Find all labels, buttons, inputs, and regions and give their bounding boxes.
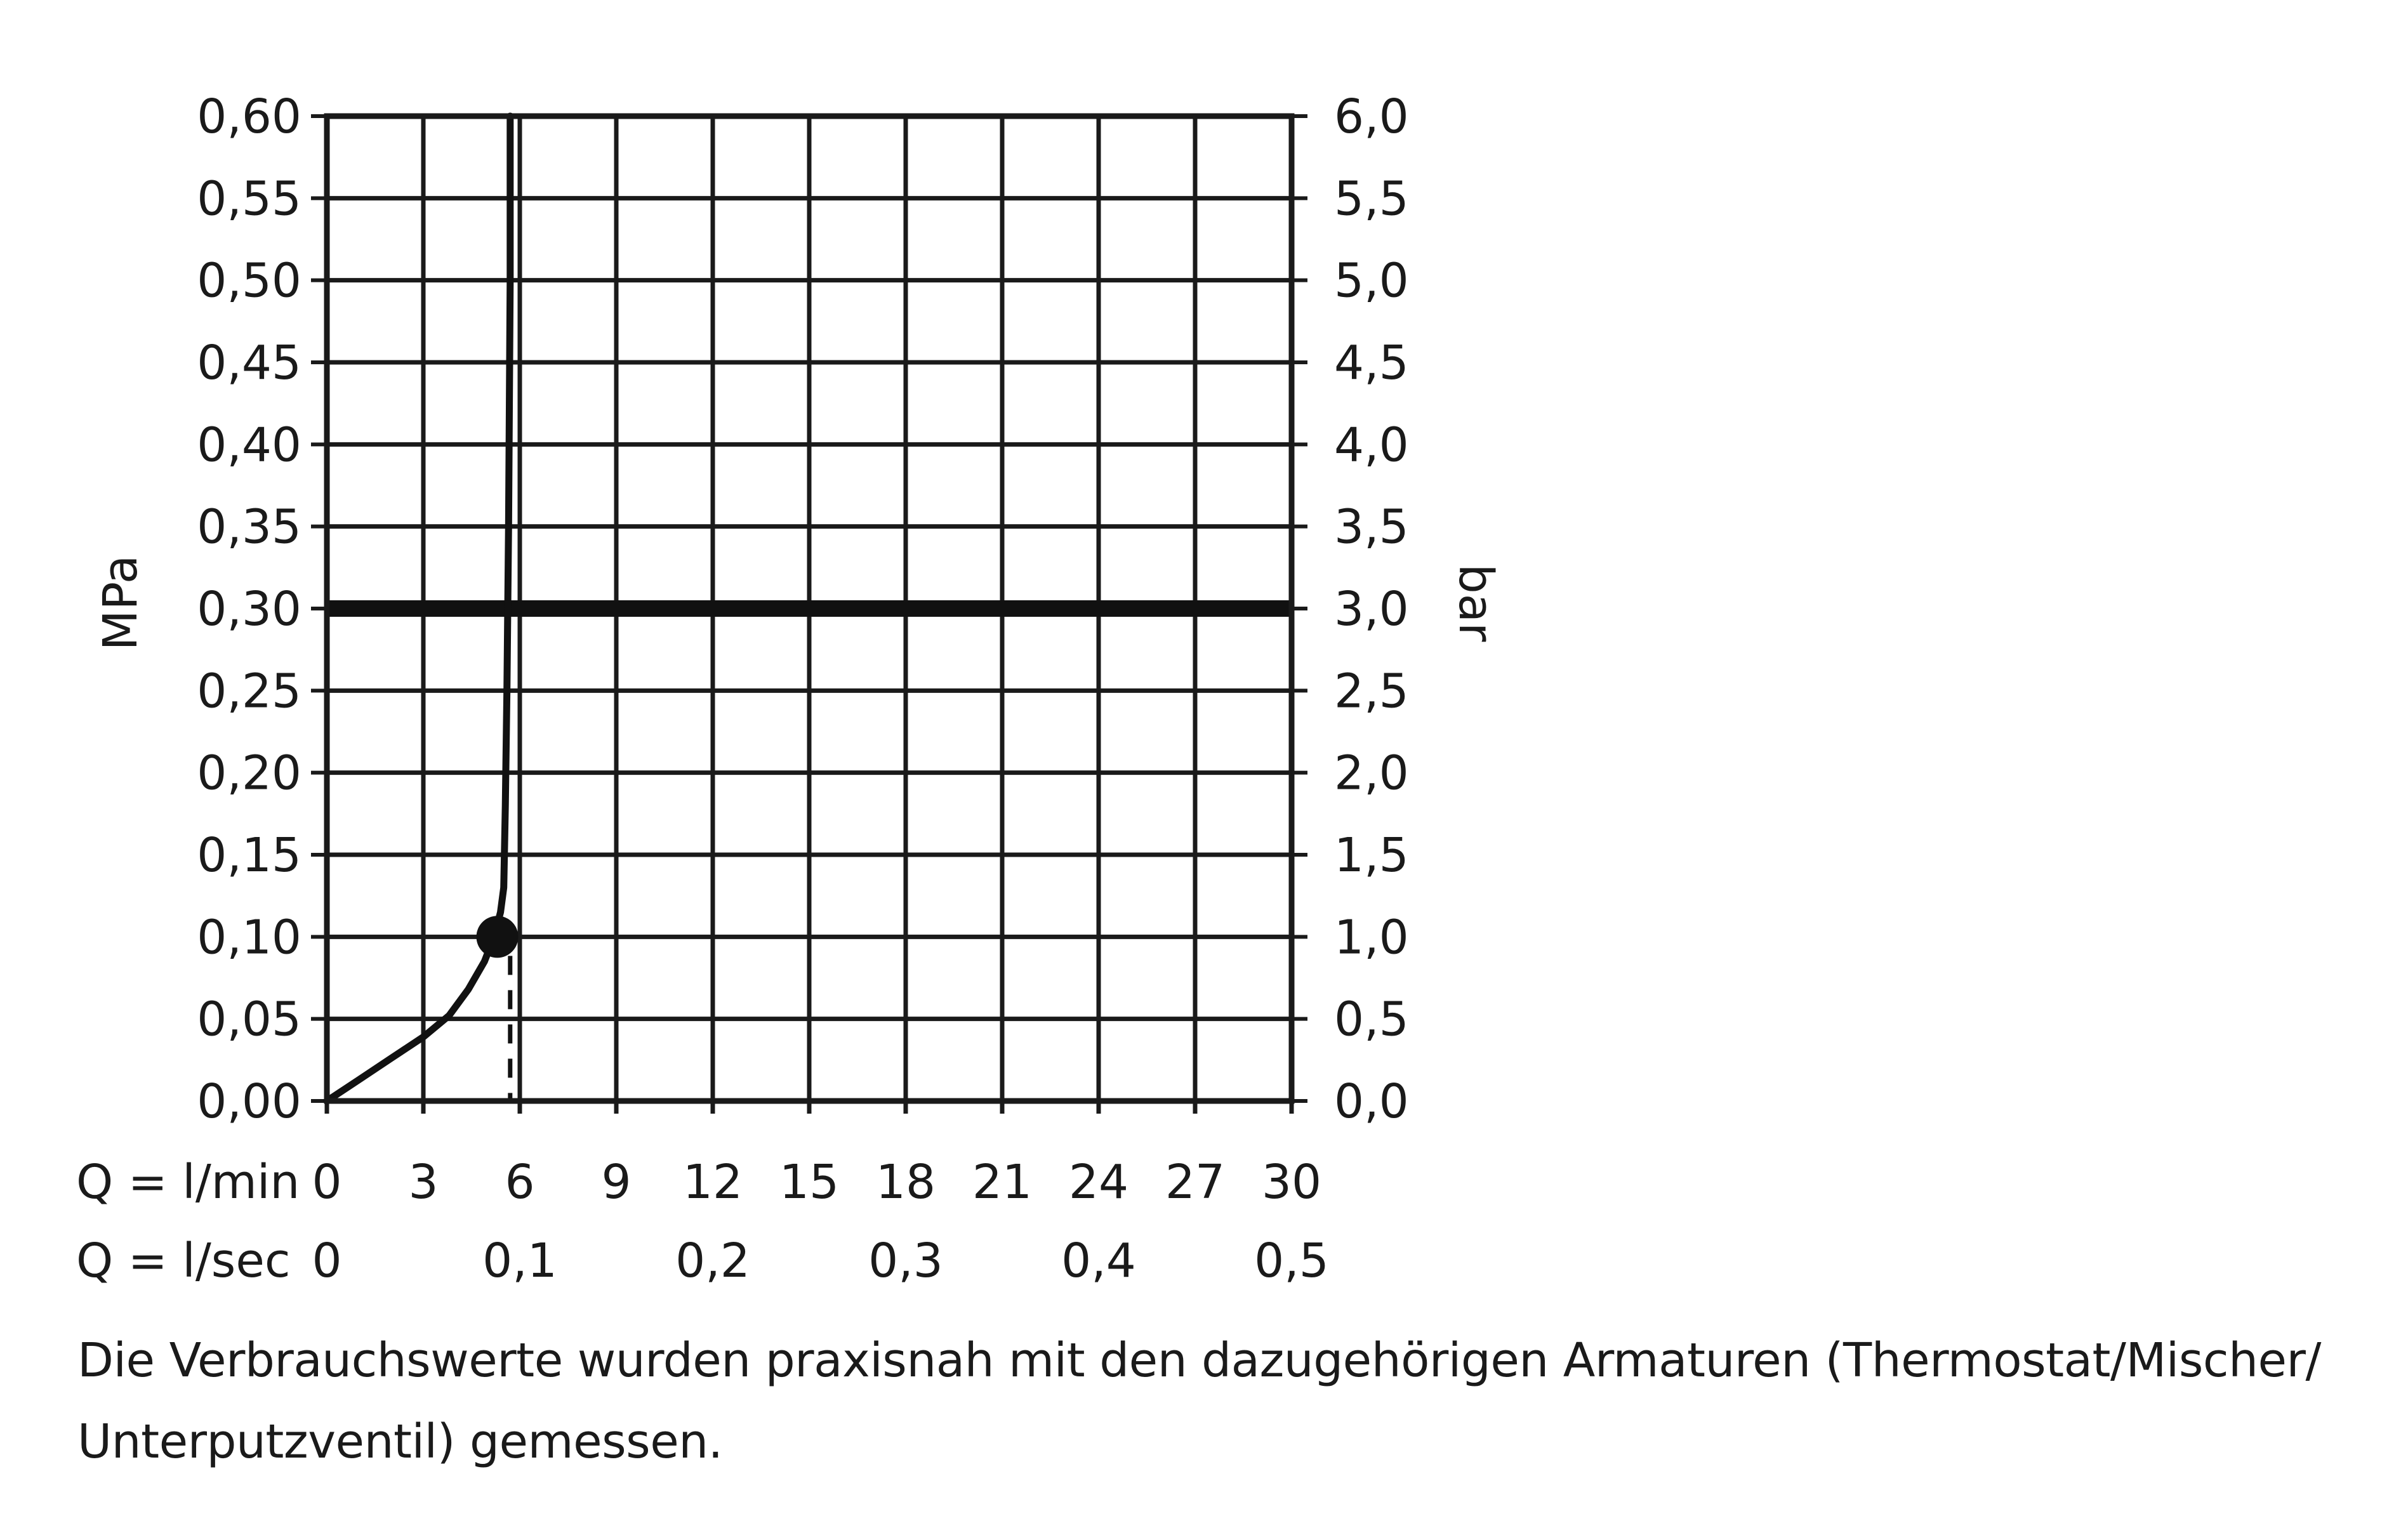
x-axis-label-lmin: Q = l/min [76, 1155, 300, 1209]
x-tick-label-lsec: 0,3 [868, 1234, 943, 1288]
y2-tick-label: 4,5 [1334, 336, 1409, 390]
y2-tick-label: 6,0 [1334, 89, 1409, 144]
y-tick-label: 0,15 [197, 828, 301, 883]
y2-tick-label: 5,5 [1334, 171, 1409, 227]
x-tick-label-lmin: 18 [875, 1155, 936, 1209]
y-tick-label: 0,05 [197, 992, 301, 1047]
x-tick-label-lsec: 0 [312, 1234, 342, 1288]
x-axis-label-lsec: Q = l/sec [76, 1234, 291, 1288]
x-tick-label-lsec: 0,4 [1061, 1234, 1136, 1288]
y-tick-label: 0,00 [197, 1074, 301, 1129]
x-tick-label-lmin: 12 [682, 1155, 743, 1209]
x-tick-label-lmin: 6 [505, 1155, 535, 1209]
x-tick-label-lmin: 30 [1261, 1155, 1322, 1209]
y2-tick-label: 0,0 [1334, 1074, 1409, 1129]
y-tick-label: 0,60 [197, 89, 301, 144]
y-tick-label: 0,50 [197, 253, 301, 308]
x-tick-label-lmin: 9 [601, 1155, 632, 1209]
y2-tick-label: 5,0 [1334, 253, 1409, 308]
y2-tick-label: 3,0 [1334, 582, 1409, 636]
y2-axis-label: bar [1448, 563, 1503, 642]
y-tick-label: 0,30 [197, 582, 301, 636]
x-tick-label-lmin: 0 [312, 1155, 342, 1209]
y2-tick-label: 1,0 [1334, 910, 1409, 965]
marker-point [477, 916, 519, 958]
y2-tick-label: 1,5 [1334, 828, 1409, 883]
x-tick-label-lsec: 0,1 [482, 1234, 557, 1288]
x-tick-label-lmin: 21 [972, 1155, 1033, 1209]
x-tick-label-lsec: 0,5 [1254, 1234, 1329, 1288]
y2-tick-label: 4,0 [1334, 418, 1409, 473]
x-tick-label-lmin: 15 [779, 1155, 840, 1209]
y-tick-label: 0,20 [197, 746, 301, 801]
y-tick-label: 0,45 [197, 336, 301, 390]
y-axis-label: MPa [93, 555, 148, 651]
y2-tick-label: 2,0 [1334, 746, 1409, 801]
y-tick-label: 0,10 [197, 910, 301, 965]
x-tick-label-lsec: 0,2 [675, 1234, 750, 1288]
x-tick-label-lmin: 27 [1165, 1155, 1226, 1209]
y-tick-label: 0,35 [197, 499, 301, 555]
y-tick-label: 0,25 [197, 664, 301, 719]
y-tick-label: 0,40 [197, 418, 301, 473]
y-tick-label: 0,55 [197, 171, 301, 227]
y2-tick-label: 0,5 [1334, 992, 1409, 1047]
caption: Die Verbrauchswerte wurden praxisnah mit den dazugehörigen Armaturen (Thermostat/Mischer/ Unterputzventil) gemessen. [77, 1333, 2321, 1469]
y2-tick-label: 3,5 [1334, 499, 1409, 555]
x-tick-label-lmin: 3 [408, 1155, 439, 1209]
y2-tick-label: 2,5 [1334, 664, 1409, 719]
x-tick-label-lmin: 24 [1068, 1155, 1129, 1209]
